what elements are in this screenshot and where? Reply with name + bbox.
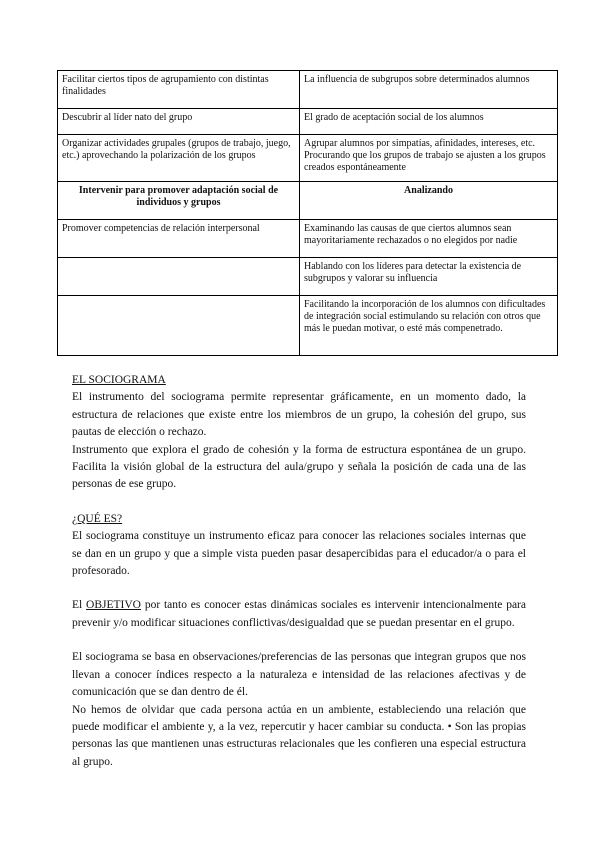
body-text [72, 372, 526, 771]
paragraph: El instrumento del sociograma permite representar gráficamente, en un momento dado, la estructura de relaciones que existe entre los miembros de un grupo, la cohesión del grupo, sus pautas de elección o rechazo. [72, 391, 526, 439]
paragraph-objetivo [72, 597, 526, 632]
table-header-cell-right: Analizando [300, 182, 558, 220]
table-cell-left [58, 258, 300, 296]
table-cell-left: Promover competencias de relación interpersonal [58, 220, 300, 258]
table-cell-right: La influencia de subgrupos sobre determinados alumnos [300, 71, 558, 109]
table-header-row [58, 182, 558, 220]
table-cell-left: Facilitar ciertos tipos de agrupamiento con distintas finalidades [58, 71, 300, 109]
paragraph: Instrumento que explora el grado de cohesión y la forma de estructura espontánea de un grupo. Facilita la visión global de la estructura del aula/grupo y señala la posición de cada una de las personas de ese grupo. [72, 443, 526, 491]
table-row [58, 71, 558, 109]
table-row [58, 296, 558, 356]
keyword-objetivo: OBJETIVO [86, 599, 141, 612]
section-heading-que-es: ¿QUÉ ES? [72, 512, 123, 525]
table-cell-left: Descubrir al líder nato del grupo [58, 109, 300, 135]
table-cell-right: El grado de aceptación social de los alumnos [300, 109, 558, 135]
table-body [58, 71, 558, 356]
text-span: por tanto es conocer estas dinámicas sociales es intervenir intencionalmente para prevenir y/o modificar situaciones conflictivas/desigualdad que se puedan presentar en el grupo. [72, 599, 526, 629]
table-header-cell-left: Intervenir para promover adaptación social de individuos y grupos [58, 182, 300, 220]
table-cell-right: Examinando las causas de que ciertos alumnos sean mayoritariamente rechazados o no elegidos por nadie [300, 220, 558, 258]
paragraph: El sociograma constituye un instrumento eficaz para conocer las relaciones sociales internas que se dan en un grupo y que a simple vista pueden pasar desapercibidas para el educador/a o para el profesorado. [72, 530, 526, 578]
objectives-table [57, 70, 558, 356]
table-row [58, 109, 558, 135]
table-cell-left [58, 296, 300, 356]
table-cell-right: Facilitando la incorporación de los alumnos con dificultades de integración social estimulando su relación con otros que más le puedan motivar, o esté más compenetrado. [300, 296, 558, 356]
table-row [58, 220, 558, 258]
table-row [58, 258, 558, 296]
table-cell-left: Organizar actividades grupales (grupos de trabajo, juego, etc.) aprovechando la polarización de los grupos [58, 135, 300, 182]
table-cell-right: Agrupar alumnos por simpatías, afinidades, intereses, etc. Procurando que los grupos de trabajo se ajusten a los grupos creados espontáneamente [300, 135, 558, 182]
section-heading-sociograma: EL SOCIOGRAMA [72, 374, 166, 386]
table-row [58, 135, 558, 182]
paragraph: El sociograma se basa en observaciones/preferencias de las personas que integran grupos que nos llevan a conocer índices respecto a la naturaleza e intensidad de las relaciones afectivas y de comunicación que se dan dentro de él. [72, 651, 526, 699]
table-cell-right: Hablando con los líderes para detectar la existencia de subgrupos y valorar su influencia [300, 258, 558, 296]
paragraph: No hemos de olvidar que cada persona actúa en un ambiente, estableciendo una relación que puede modificar el ambiente y, a la vez, repercutir y hacer cambiar su conducta. • Son las propias personas las que mantienen unas estructuras relacionales que les confieren una especial estructura al grupo. [72, 703, 526, 768]
text-span: El [72, 599, 87, 612]
